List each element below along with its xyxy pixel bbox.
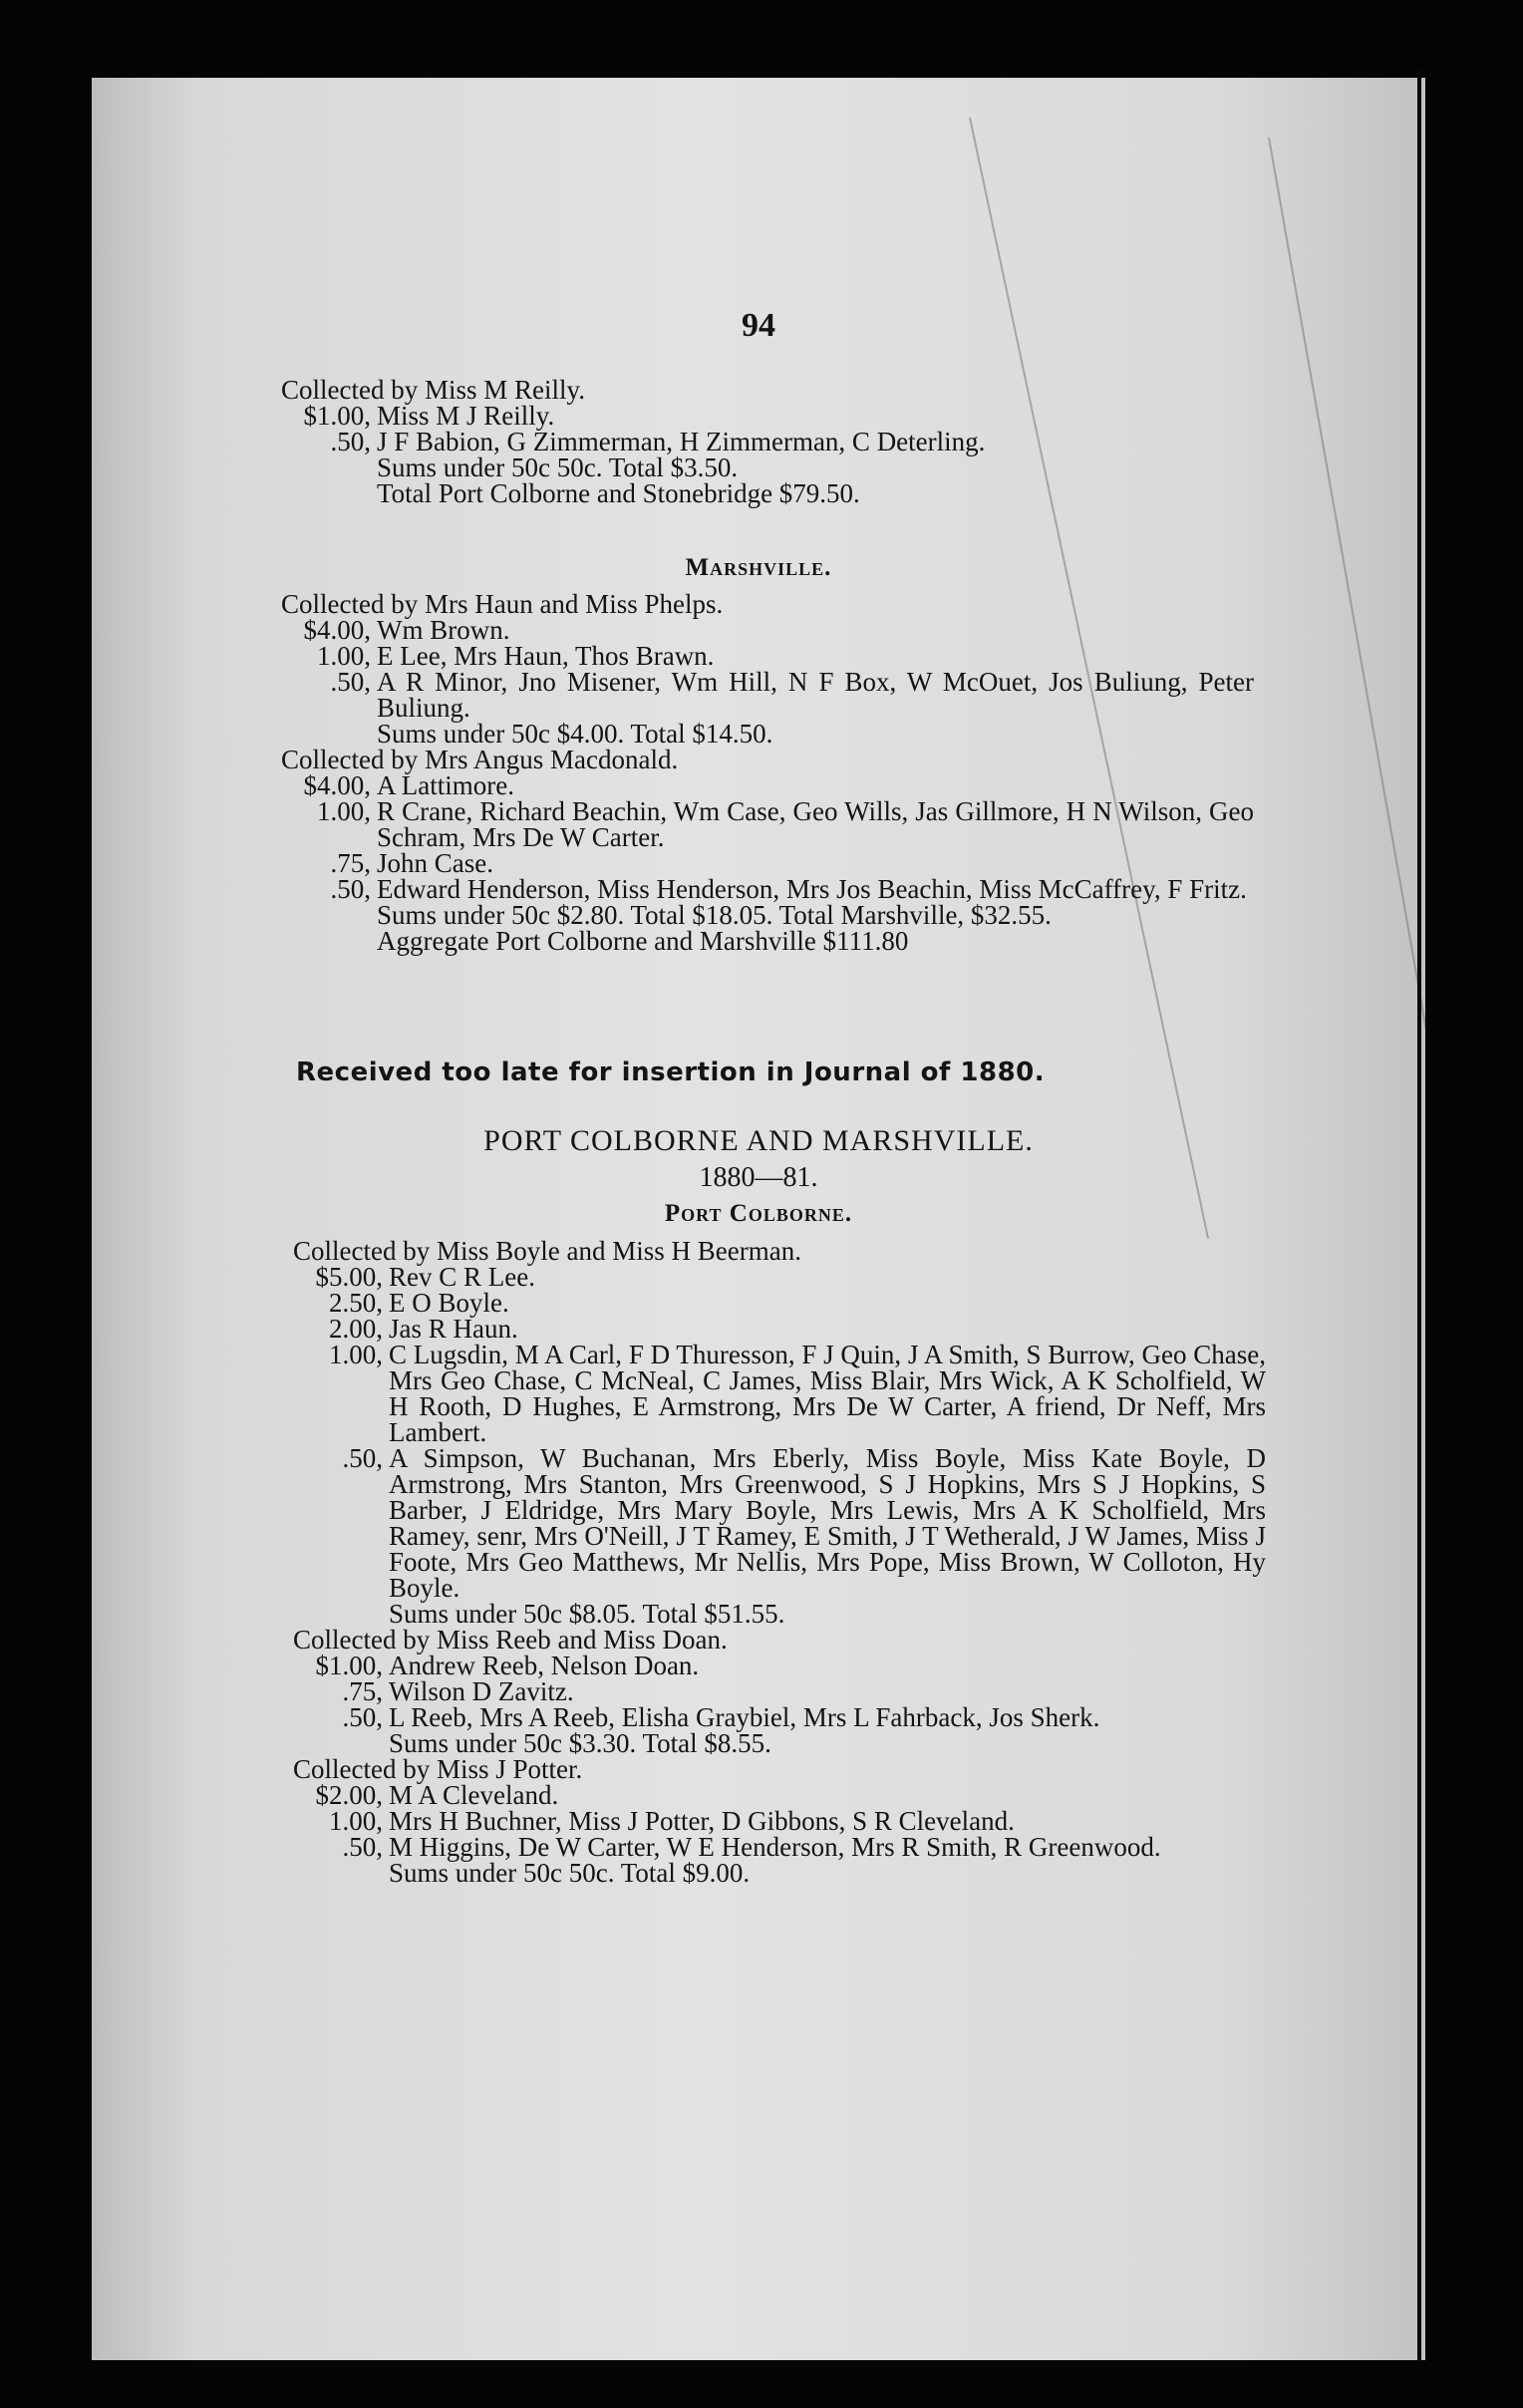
donation-amount: .50, [342,1443,383,1473]
donation-amount: $5.00, [315,1262,383,1292]
donation-entry [293,1342,1266,1445]
donor-names: Edward Henderson, Miss Henderson, Mrs Jos Beachin, Miss McCaffrey, F Fritz. [377,874,1247,904]
section-heading: PORT COLBORNE AND MARSHVILLE. [483,1124,1034,1157]
collector-line: Collected by Miss J Potter. [293,1754,583,1784]
document-page [92,78,1425,2360]
donor-names: Rev C R Lee. [389,1262,535,1292]
donation-amount: .75, [342,1676,383,1706]
donor-names: Andrew Reeb, Nelson Doan. [389,1651,700,1680]
summary-line: Sums under 50c $4.00. Total $14.50. [377,719,773,749]
donor-names: A Simpson, W Buchanan, Mrs Eberly, Miss Boyle, Miss Kate Boyle, D Armstrong, Mrs Stanton, Mrs Greenwood, S J Hopkins, Mrs S J Hopkins, S Barber, J Eldridge, Mrs Mary Boyle, Mrs Lewis, Mrs A K Scholfield, Mrs Ramey, senr, Mrs O'Neill, J T Ramey, E Smith, J T Wetherald, J W James, Miss J Foote, Mrs Geo Matthews, Mr Nellis, Mrs Pope, Miss Brown, W Colloton, Hy Boyle. [389,1443,1266,1603]
donor-names: A Lattimore. [377,770,514,800]
donor-names: John Case. [377,848,493,878]
donor-names: Wm Brown. [377,615,510,645]
marshville-section [281,591,1254,954]
donation-entry [293,1264,1266,1290]
summary-line: Sums under 50c 50c. Total $3.50. [377,452,739,482]
collector-line: Collected by Miss M Reilly. [281,375,585,405]
donation-amount: $1.00, [303,401,371,431]
summary-line: Sums under 50c 50c. Total $9.00. [389,1858,751,1888]
donation-amount: 1.00, [329,1806,383,1836]
donation-amount: .50, [330,874,371,904]
donor-names: J F Babion, G Zimmerman, H Zimmerman, C Deterling. [377,427,986,456]
donation-amount: .75, [330,848,371,878]
donation-entry [293,1808,1266,1834]
donor-names: Jas R Haun. [389,1314,518,1344]
donor-names: M A Cleveland. [389,1780,559,1810]
donation-entry [281,643,1254,669]
page-number: 94 [742,307,775,344]
donation-amount: 1.00, [317,641,371,671]
donation-entry [281,772,1254,798]
donor-names: Mrs H Buchner, Miss J Potter, D Gibbons, S R Cleveland. [389,1806,1015,1836]
late-insertion-notice: Received too late for insertion in Journal of 1880. [296,1057,1046,1087]
marshville-heading: Marshville. [685,554,832,581]
summary-line: Aggregate Port Colborne and Marshville $111.80 [377,926,909,956]
donation-amount: $4.00, [303,615,371,645]
donor-names: A R Minor, Jno Misener, Wm Hill, N F Box, W McOuet, Jos Buliung, Peter Buliung. [377,667,1254,723]
donation-amount: $4.00, [303,770,371,800]
year-heading: 1880—81. [699,1162,818,1193]
donation-entry [281,617,1254,643]
donor-names: R Crane, Richard Beachin, Wm Case, Geo Wills, Jas Gillmore, H N Wilson, Geo Schram, Mrs De W Carter. [377,796,1254,852]
donor-names: E O Boyle. [389,1288,509,1318]
donation-amount: $1.00, [315,1651,383,1680]
donor-names: L Reeb, Mrs A Reeb, Elisha Graybiel, Mrs L Fahrback, Jos Sherk. [389,1702,1100,1732]
donation-entry [281,403,1254,429]
donation-amount: 1.00, [329,1340,383,1369]
donor-names: Wilson D Zavitz. [389,1676,574,1706]
summary-line: Sums under 50c $3.30. Total $8.55. [389,1728,771,1758]
donation-amount: .50, [330,667,371,697]
collector-line: Collected by Miss Reeb and Miss Doan. [293,1625,728,1655]
donation-amount: .50, [342,1832,383,1862]
donation-entry [293,1653,1266,1678]
collector-line: Collected by Miss Boyle and Miss H Beerman. [293,1236,801,1266]
donation-entry [281,798,1254,850]
donation-entry [293,1782,1266,1808]
donor-names: C Lugsdin, M A Carl, F D Thuresson, F J Quin, J A Smith, S Burrow, Geo Chase, Mrs Geo Chase, C McNeal, C James, Miss Blair, Mrs Wick, A K Scholfield, W H Rooth, D Hughes, E Armstrong, Mrs De W Carter, A friend, Dr Neff, Mrs Lambert. [389,1340,1266,1447]
donation-entry [281,669,1254,721]
donation-entry [281,850,1254,876]
port-colborne-section [293,1238,1266,1886]
donor-names: M Higgins, De W Carter, W E Henderson, Mrs R Smith, R Greenwood. [389,1832,1161,1862]
port-colborne-heading: Port Colborne. [664,1200,853,1227]
donation-entry [293,1445,1266,1601]
donation-amount: .50, [330,427,371,456]
donation-amount: 2.50, [329,1288,383,1318]
donation-amount: $2.00, [315,1780,383,1810]
donation-entry [293,1316,1266,1342]
donation-entry [293,1290,1266,1316]
donor-names: Miss M J Reilly. [377,401,555,431]
donation-entry [281,429,1254,454]
donation-amount: 1.00, [317,796,371,826]
summary-line: Total Port Colborne and Stonebridge $79.50. [377,478,860,508]
donor-names: E Lee, Mrs Haun, Thos Brawn. [377,641,715,671]
donation-entry [281,876,1254,902]
reilly-section [281,377,1254,506]
summary-line: Sums under 50c $2.80. Total $18.05. Total Marshville, $32.55. [377,900,1052,930]
donation-entry [293,1834,1266,1860]
gutter-line [1417,70,1421,2362]
donation-entry [293,1678,1266,1704]
collector-line: Collected by Mrs Haun and Miss Phelps. [281,589,724,619]
donation-amount: .50, [342,1702,383,1732]
donation-entry [293,1704,1266,1730]
summary-line: Sums under 50c $8.05. Total $51.55. [389,1599,785,1629]
collector-line: Collected by Mrs Angus Macdonald. [281,745,679,774]
donation-amount: 2.00, [329,1314,383,1344]
